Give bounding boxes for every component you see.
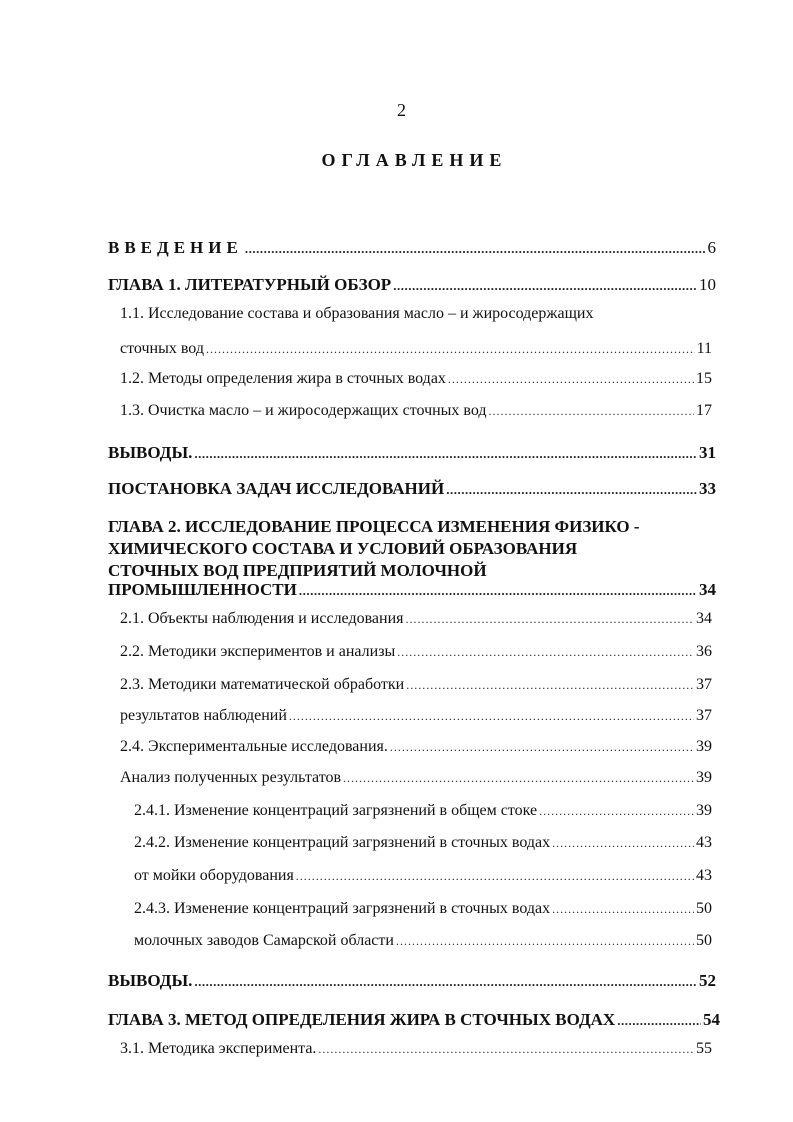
toc-label: ПОСТАНОВКА ЗАДАЧ ИССЛЕДОВАНИЙ bbox=[108, 479, 445, 498]
toc-leader bbox=[539, 804, 694, 819]
toc-label: ВВЕДЕНИЕ bbox=[108, 238, 243, 257]
toc-leader bbox=[617, 1013, 701, 1029]
toc-entry-1-1-line1: 1.1. Исследование состава и образования масло – и жиросодержащих bbox=[120, 305, 594, 322]
toc-label: 2.1. Объекты наблюдения и исследования bbox=[120, 610, 404, 627]
toc-label: ВЫВОДЫ. bbox=[108, 971, 193, 990]
toc-label: от мойки оборудования bbox=[134, 867, 294, 884]
toc-entry-1-1-line2 bbox=[120, 340, 712, 358]
toc-page: 34 bbox=[696, 610, 712, 627]
toc-page: 43 bbox=[696, 834, 712, 851]
toc-entry-2-4-1 bbox=[134, 802, 712, 820]
toc-page: 52 bbox=[699, 971, 716, 990]
toc-label: 2.4.1. Изменение концентраций загрязнений в общем стоке bbox=[134, 802, 538, 819]
toc-page: 15 bbox=[696, 370, 712, 387]
toc-leader bbox=[552, 902, 694, 917]
toc-entry-chapter-2-line2: ХИМИЧЕСКОГО СОСТАВА И УСЛОВИЙ ОБРАЗОВАНИЯ bbox=[108, 539, 578, 558]
toc-page: 37 bbox=[696, 707, 712, 724]
toc-label: 2.4. Экспериментальные исследования. bbox=[120, 738, 388, 755]
toc-label: 2.4.3. Изменение концентраций загрязнений в сточных водах bbox=[134, 900, 551, 917]
toc-page: 55 bbox=[696, 1040, 712, 1057]
toc-entry-2-3a bbox=[120, 676, 712, 694]
toc-entry-1-2 bbox=[120, 370, 712, 388]
toc-entry-2-4-analysis bbox=[120, 769, 712, 787]
toc-entry-chapter-2-line1: ГЛАВА 2. ИССЛЕДОВАНИЕ ПРОЦЕССА ИЗМЕНЕНИЯ ФИЗИКО - bbox=[108, 517, 640, 536]
toc-page: 39 bbox=[696, 802, 712, 819]
toc-page: 39 bbox=[696, 738, 712, 755]
toc-entry-chapter-1 bbox=[108, 275, 716, 295]
toc-entry-2-3b bbox=[120, 707, 712, 725]
toc-page: 37 bbox=[696, 676, 712, 693]
toc-page: 36 bbox=[696, 643, 712, 660]
toc-entry-2-4-3b bbox=[134, 932, 712, 950]
toc-entry-chapter-3 bbox=[108, 1010, 720, 1030]
toc-label: Анализ полученных результатов bbox=[120, 769, 342, 786]
toc-entry-intro bbox=[108, 238, 716, 258]
toc-leader bbox=[390, 740, 694, 755]
toc-entry-conclusions-2 bbox=[108, 971, 716, 991]
toc-page: 11 bbox=[696, 340, 712, 357]
toc-leader bbox=[406, 612, 694, 627]
toc-entry-conclusions-1 bbox=[108, 443, 716, 463]
toc-page: 50 bbox=[696, 932, 712, 949]
toc-entry-task bbox=[108, 479, 716, 499]
toc-leader bbox=[343, 771, 694, 786]
toc-label: результатов наблюдений bbox=[120, 707, 287, 724]
page-number: 2 bbox=[397, 100, 406, 120]
toc-leader bbox=[406, 678, 694, 693]
toc-leader bbox=[194, 446, 697, 462]
toc-entry-2-4-3a bbox=[134, 900, 712, 918]
toc-page: 33 bbox=[699, 479, 716, 498]
page-title: ОГЛАВЛЕНИЕ bbox=[321, 150, 508, 170]
toc-leader bbox=[397, 645, 694, 660]
toc-label: 1.2. Методы определения жира в сточных водах bbox=[120, 370, 446, 387]
toc-page: 31 bbox=[699, 443, 716, 462]
toc-leader bbox=[194, 974, 697, 990]
toc-leader bbox=[446, 482, 697, 498]
toc-label: ГЛАВА 1. ЛИТЕРАТУРНЫЙ ОБЗОР bbox=[108, 275, 392, 294]
toc-leader bbox=[552, 836, 694, 851]
toc-entry-2-2 bbox=[120, 643, 712, 661]
toc-page: 54 bbox=[703, 1010, 720, 1029]
toc-label: 1.3. Очистка масло – и жиросодержащих сточных вод bbox=[120, 402, 487, 419]
toc-leader bbox=[206, 342, 695, 357]
toc-leader bbox=[318, 1042, 694, 1057]
toc-page: 43 bbox=[696, 867, 712, 884]
toc-label: 2.2. Методики экспериментов и анализы bbox=[120, 643, 396, 660]
toc-entry-3-1 bbox=[120, 1040, 712, 1058]
toc-label: сточных вод bbox=[120, 340, 204, 357]
toc-entry-1-3 bbox=[120, 402, 712, 420]
toc-entry-chapter-2-line3: СТОЧНЫХ ВОД ПРЕДПРИЯТИЙ МОЛОЧНОЙ bbox=[108, 561, 487, 580]
toc-page: 39 bbox=[696, 769, 712, 786]
toc-leader bbox=[396, 934, 694, 949]
toc-label: 3.1. Методика эксперимента. bbox=[120, 1040, 317, 1057]
toc-leader bbox=[448, 372, 694, 387]
toc-label: 2.3. Методики математической обработки bbox=[120, 676, 405, 693]
toc-leader bbox=[489, 404, 694, 419]
toc-leader bbox=[289, 709, 694, 724]
toc-entry-2-4 bbox=[120, 738, 712, 756]
toc-label: молочных заводов Самарской области bbox=[134, 932, 394, 949]
toc-label: ГЛАВА 3. МЕТОД ОПРЕДЕЛЕНИЯ ЖИРА В СТОЧНЫХ ВОДАХ bbox=[108, 1010, 616, 1029]
toc-label: ПРОМЫШЛЕННОСТИ bbox=[108, 580, 297, 599]
toc-label: ВЫВОДЫ. bbox=[108, 443, 193, 462]
toc-entry-2-1 bbox=[120, 610, 712, 628]
toc-leader bbox=[245, 241, 706, 257]
toc-leader bbox=[393, 278, 697, 294]
toc-entry-2-4-2a bbox=[134, 834, 712, 852]
toc-page: 10 bbox=[699, 275, 716, 294]
toc-entry-2-4-2b bbox=[134, 867, 712, 885]
toc-label: 2.4.2. Изменение концентраций загрязнений в сточных водах bbox=[134, 834, 551, 851]
toc-page: 34 bbox=[699, 580, 716, 599]
toc-page: 17 bbox=[696, 402, 712, 419]
toc-entry-chapter-2-line4 bbox=[108, 580, 716, 600]
toc-leader bbox=[299, 583, 697, 599]
toc-page: 50 bbox=[696, 900, 712, 917]
toc-leader bbox=[296, 869, 694, 884]
toc-page: 6 bbox=[707, 238, 716, 257]
